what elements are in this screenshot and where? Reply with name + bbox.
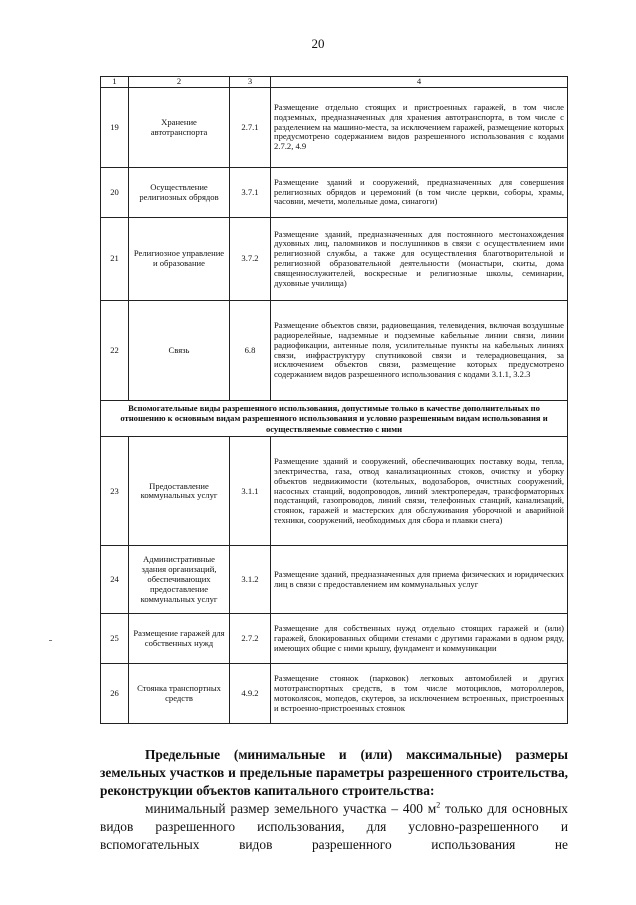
- use-description: Размещение стоянок (парковок) легковых автомобилей и других мототранспортных средств, в том числе мотоциклов, мотороллеров, мотоколясок, мопедов, скутеров, за исключением встроенных, пристроенных и встроенно-пристроенных стоянок: [271, 664, 568, 724]
- table-row: [101, 437, 568, 546]
- use-description: Размещение зданий, предназначенных для приема физических и юридических лиц в связи с предоставлением им коммунальных услуг: [271, 546, 568, 614]
- use-code: 6.8: [230, 301, 271, 401]
- use-description: Размещение зданий, предназначенных для постоянного местонахождения духовных лиц, паломников и послушников в связи с осуществлением ими религиозной службы, а также для осуществления благотворительной и религиозной образовательной деятельности (монастыри, скиты, дома священнослужителей, воскресные и религиозные школы, семинарии, духовные училища): [271, 218, 568, 301]
- row-number: 21: [101, 218, 129, 301]
- use-description: Размещение объектов связи, радиовещания, телевидения, включая воздушные радиорелейные, надземные и подземные кабельные линии связи, линии радиофикации, антенные поля, усилительные пункты на кабельных линиях связи, инфраструктуру спутниковой связи и телерадиовещания, за исключением объектов связи, размещение которых предусмотрено содержанием видов разрешенного использования с кодами 3.1.1, 3.2.3: [271, 301, 568, 401]
- use-name: Административные здания организаций, обеспечивающих предоставление коммунальных услуг: [129, 546, 230, 614]
- use-name: Размещение гаражей для собственных нужд: [129, 614, 230, 664]
- use-name: Связь: [129, 301, 230, 401]
- section-header-row: [101, 401, 568, 437]
- use-name: Религиозное управление и образование: [129, 218, 230, 301]
- permitted-use-table: [100, 76, 568, 724]
- use-code: 3.1.2: [230, 546, 271, 614]
- use-description: Размещение зданий и сооружений, обеспечивающих поставку воды, тепла, электричества, газа, отвод канализационных стоков, очистку и уборку объектов недвижимости (котельных, водозаборов, очистных сооружений, насосных станций, водопроводов, линий электропередач, трансформаторных подстанций, газопроводов, линий связи, телефонных станций, канализаций, стоянок, гаражей и мастерских для обслуживания уборочной и аварийной техники, сооружений, необходимых для сбора и плавки снега): [271, 437, 568, 546]
- row-number: 24: [101, 546, 129, 614]
- limits-heading: Предельные (минимальные и (или) максимальные) размеры земельных участков и предельные параметры разрешенного строительства, реконструкции объектов капитального строительства:: [100, 747, 568, 798]
- row-number: 19: [101, 88, 129, 168]
- column-header: 4: [271, 77, 568, 88]
- section-title: Вспомогательные виды разрешенного использования, допустимые только в качестве дополнительных по отношению к основным видам разрешенного использования и условно разрешенным видам использования и осуществляемые совместно с ними: [101, 401, 568, 437]
- table-row: [101, 301, 568, 401]
- row-number: 20: [101, 168, 129, 218]
- use-description: Размещение зданий и сооружений, предназначенных для совершения религиозных обрядов и церемоний (в том числе церкви, соборы, храмы, часовни, мечети, молельные дома, синагоги): [271, 168, 568, 218]
- use-code: 3.1.1: [230, 437, 271, 546]
- use-name: Предоставление коммунальных услуг: [129, 437, 230, 546]
- use-code: 4.9.2: [230, 664, 271, 724]
- row-number: 25: [101, 614, 129, 664]
- use-code: 2.7.1: [230, 88, 271, 168]
- square-superscript: 2: [436, 800, 441, 810]
- column-header: 2: [129, 77, 230, 88]
- table-header-row: [101, 77, 568, 88]
- use-code: 3.7.1: [230, 168, 271, 218]
- table-row: [101, 168, 568, 218]
- row-number: 26: [101, 664, 129, 724]
- table-row: [101, 614, 568, 664]
- table-row: [101, 218, 568, 301]
- row-number: 23: [101, 437, 129, 546]
- use-code: 3.7.2: [230, 218, 271, 301]
- table-row: [101, 664, 568, 724]
- use-description: Размещение отдельно стоящих и пристроенных гаражей, в том числе подземных, предназначенных для хранения автотранспорта, в том числе с разделением на машино-места, за исключением гаражей, размещение которых предусмотрено содержанием видов разрешенного использования с кодами 2.7.2, 4.9: [271, 88, 568, 168]
- table-row: [101, 88, 568, 168]
- column-header: 1: [101, 77, 129, 88]
- column-header: 3: [230, 77, 271, 88]
- paragraph-text-start: минимальный размер земельного участка – 400 м: [145, 801, 437, 816]
- use-name: Осуществление религиозных обрядов: [129, 168, 230, 218]
- paragraph-text-end: только для основных видов разрешенного использования, для условно-разрешенного и вспомогательных видов разрешенного использования не: [100, 801, 569, 852]
- use-name: Стоянка транспортных средств: [129, 664, 230, 724]
- use-description: Размещение для собственных нужд отдельно стоящих гаражей и (или) гаражей, блокированных общими стенами с другими гаражами в одном ряду, имеющих общие с ними крышу, фундамент и коммуникации: [271, 614, 568, 664]
- min-area-paragraph: [100, 800, 568, 854]
- page-number: 20: [311, 36, 325, 51]
- use-code: 2.7.2: [230, 614, 271, 664]
- use-name: Хранение автотранспорта: [129, 88, 230, 168]
- row-number: 22: [101, 301, 129, 401]
- margin-mark: [49, 640, 52, 641]
- table-row: [101, 546, 568, 614]
